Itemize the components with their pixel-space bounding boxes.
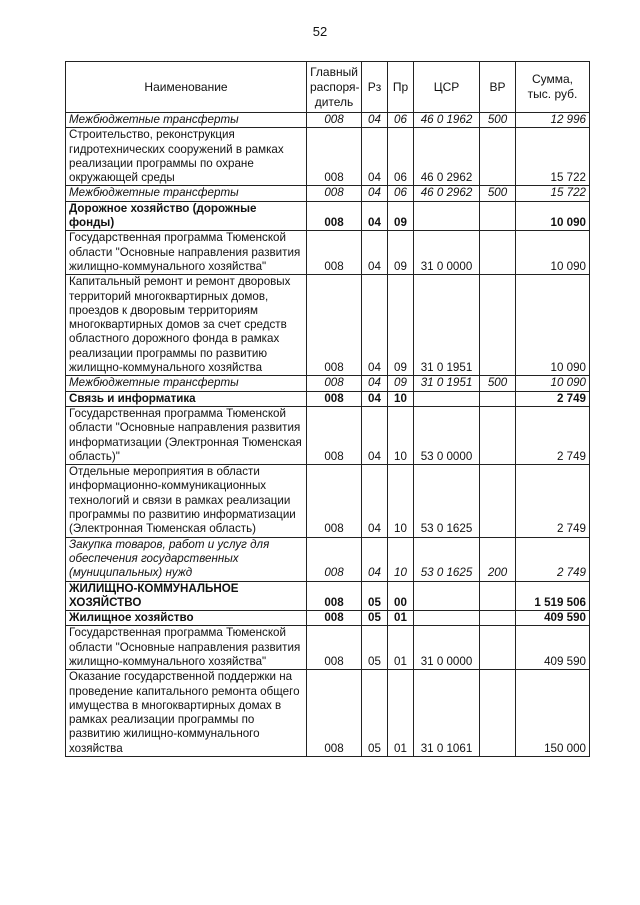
row-name: Дорожное хозяйство (дорожные фонды) <box>66 201 307 231</box>
row-sum: 2 749 <box>516 406 590 464</box>
row-csr: 31 0 0000 <box>414 231 480 275</box>
row-vr: 500 <box>480 113 516 128</box>
header-glav: Главный распоря-дитель <box>307 62 362 113</box>
row-pr: 10 <box>388 537 414 581</box>
row-glav: 008 <box>307 128 362 186</box>
header-csr: ЦСР <box>414 62 480 113</box>
row-name: Межбюджетные трансферты <box>66 113 307 128</box>
row-sum: 10 090 <box>516 231 590 275</box>
row-csr <box>414 611 480 626</box>
row-sum: 15 722 <box>516 128 590 186</box>
row-rz: 05 <box>362 581 388 611</box>
row-csr: 31 0 0000 <box>414 626 480 670</box>
row-pr: 10 <box>388 465 414 537</box>
row-sum: 10 090 <box>516 376 590 391</box>
row-sum: 2 749 <box>516 465 590 537</box>
row-csr <box>414 201 480 231</box>
row-glav: 008 <box>307 626 362 670</box>
row-vr <box>480 391 516 406</box>
row-rz: 05 <box>362 670 388 757</box>
row-csr <box>414 391 480 406</box>
row-vr <box>480 670 516 757</box>
row-rz: 05 <box>362 626 388 670</box>
row-glav: 008 <box>307 581 362 611</box>
row-glav: 008 <box>307 391 362 406</box>
row-sum: 409 590 <box>516 611 590 626</box>
row-name: Государственная программа Тюменской области "Основные направления развития жилищно-коммунального хозяйства" <box>66 626 307 670</box>
row-pr: 09 <box>388 275 414 376</box>
table-row <box>66 626 590 670</box>
table-row <box>66 128 590 186</box>
row-name: Связь и информатика <box>66 391 307 406</box>
row-vr <box>480 611 516 626</box>
row-glav: 008 <box>307 201 362 231</box>
row-vr <box>480 465 516 537</box>
row-sum: 2 749 <box>516 537 590 581</box>
row-rz: 04 <box>362 201 388 231</box>
header-name: Наименование <box>66 62 307 113</box>
row-csr: 53 0 0000 <box>414 406 480 464</box>
row-name: Жилищное хозяйство <box>66 611 307 626</box>
row-sum: 15 722 <box>516 186 590 201</box>
row-vr: 200 <box>480 537 516 581</box>
row-sum: 2 749 <box>516 391 590 406</box>
header-sum: Сумма, тыс. руб. <box>516 62 590 113</box>
row-csr: 46 0 2962 <box>414 128 480 186</box>
row-csr: 53 0 1625 <box>414 465 480 537</box>
table-row <box>66 201 590 231</box>
row-pr: 10 <box>388 391 414 406</box>
row-sum: 12 996 <box>516 113 590 128</box>
row-csr: 46 0 2962 <box>414 186 480 201</box>
row-glav: 008 <box>307 611 362 626</box>
row-name: Отдельные мероприятия в области информационно-коммуникационных технологий и связи в рамках реализации программы по развитию информатизации (Электронная Тюменская область) <box>66 465 307 537</box>
row-pr: 06 <box>388 128 414 186</box>
table-row <box>66 275 590 376</box>
row-sum: 409 590 <box>516 626 590 670</box>
row-pr: 06 <box>388 186 414 201</box>
table-row <box>66 611 590 626</box>
row-rz: 04 <box>362 186 388 201</box>
row-csr: 31 0 1061 <box>414 670 480 757</box>
budget-table <box>65 61 590 757</box>
row-glav: 008 <box>307 231 362 275</box>
row-glav: 008 <box>307 186 362 201</box>
row-vr <box>480 128 516 186</box>
row-rz: 04 <box>362 128 388 186</box>
row-rz: 04 <box>362 231 388 275</box>
table-row <box>66 406 590 464</box>
row-pr: 06 <box>388 113 414 128</box>
row-pr: 09 <box>388 201 414 231</box>
row-sum: 1 519 506 <box>516 581 590 611</box>
table-row <box>66 670 590 757</box>
header-pr: Пр <box>388 62 414 113</box>
row-rz: 04 <box>362 113 388 128</box>
row-csr: 31 0 1951 <box>414 376 480 391</box>
row-csr: 53 0 1625 <box>414 537 480 581</box>
row-sum: 10 090 <box>516 275 590 376</box>
header-rz: Рз <box>362 62 388 113</box>
row-pr: 01 <box>388 626 414 670</box>
row-pr: 01 <box>388 670 414 757</box>
row-glav: 008 <box>307 465 362 537</box>
header-vr: ВР <box>480 62 516 113</box>
row-name: Строительство, реконструкция гидротехнических сооружений в рамках реализации программы по охране окружающей среды <box>66 128 307 186</box>
row-pr: 10 <box>388 406 414 464</box>
row-vr <box>480 626 516 670</box>
row-sum: 10 090 <box>516 201 590 231</box>
row-name: Закупка товаров, работ и услуг для обеспечения государственных (муниципальных) нужд <box>66 537 307 581</box>
row-name: ЖИЛИЩНО-КОММУНАЛЬНОЕ ХОЗЯЙСТВО <box>66 581 307 611</box>
row-vr <box>480 275 516 376</box>
row-glav: 008 <box>307 275 362 376</box>
row-vr <box>480 581 516 611</box>
row-name: Межбюджетные трансферты <box>66 376 307 391</box>
row-glav: 008 <box>307 406 362 464</box>
row-pr: 01 <box>388 611 414 626</box>
row-vr <box>480 231 516 275</box>
row-pr: 09 <box>388 231 414 275</box>
header-row <box>66 62 590 113</box>
row-name: Капитальный ремонт и ремонт дворовых территорий многоквартирных домов, проездов к дворовым территориям многоквартирных домов за счет средств областного дорожного фонда в рамках реализации программы по развитию жилищно-коммунального хозяйства <box>66 275 307 376</box>
row-csr <box>414 581 480 611</box>
row-csr: 31 0 1951 <box>414 275 480 376</box>
row-vr: 500 <box>480 186 516 201</box>
row-rz: 05 <box>362 611 388 626</box>
table-row <box>66 231 590 275</box>
table-row <box>66 537 590 581</box>
row-glav: 008 <box>307 537 362 581</box>
row-glav: 008 <box>307 376 362 391</box>
row-csr: 46 0 1962 <box>414 113 480 128</box>
page-number: 52 <box>312 24 328 39</box>
row-rz: 04 <box>362 537 388 581</box>
row-sum: 150 000 <box>516 670 590 757</box>
table-row <box>66 376 590 391</box>
row-rz: 04 <box>362 275 388 376</box>
row-vr <box>480 406 516 464</box>
table-row <box>66 581 590 611</box>
row-glav: 008 <box>307 670 362 757</box>
table-row <box>66 465 590 537</box>
row-name: Государственная программа Тюменской области "Основные направления развития информатизации (Электронная Тюменская область)" <box>66 406 307 464</box>
row-name: Оказание государственной поддержки на проведение капитального ремонта общего имущества в многоквартирных домах в рамках реализации программы по развитию жилищно-коммунального хозяйства <box>66 670 307 757</box>
table-row <box>66 391 590 406</box>
row-rz: 04 <box>362 465 388 537</box>
row-pr: 09 <box>388 376 414 391</box>
row-name: Государственная программа Тюменской области "Основные направления развития жилищно-коммунального хозяйства" <box>66 231 307 275</box>
row-rz: 04 <box>362 406 388 464</box>
row-vr <box>480 201 516 231</box>
row-rz: 04 <box>362 391 388 406</box>
row-vr: 500 <box>480 376 516 391</box>
table-row <box>66 186 590 201</box>
table-row <box>66 113 590 128</box>
row-name: Межбюджетные трансферты <box>66 186 307 201</box>
row-rz: 04 <box>362 376 388 391</box>
row-glav: 008 <box>307 113 362 128</box>
row-pr: 00 <box>388 581 414 611</box>
